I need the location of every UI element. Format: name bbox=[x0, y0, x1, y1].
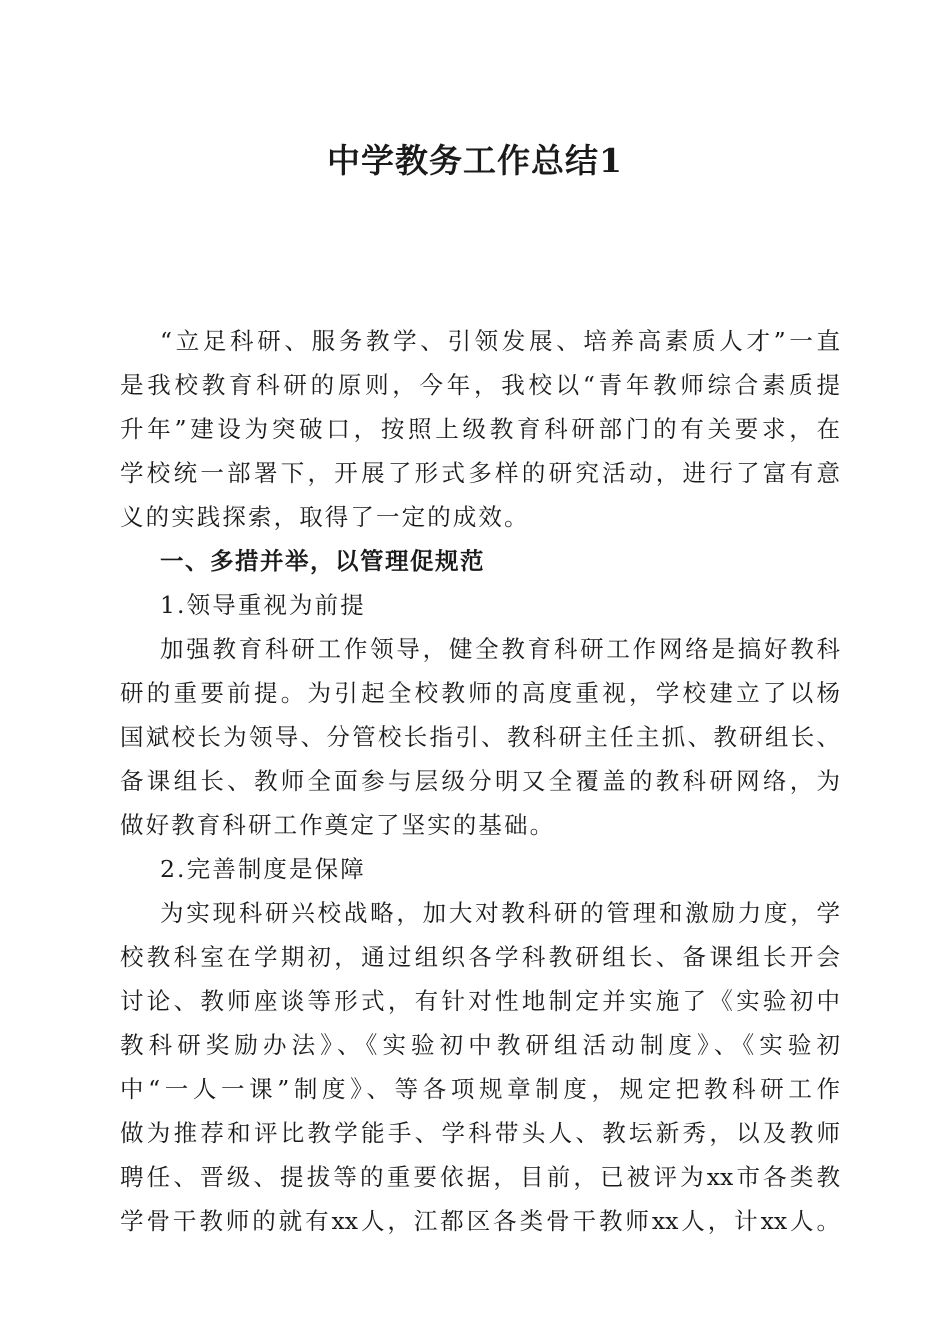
paragraph-3-line-2: 校教科室在学期初，通过组织各学科教研组长、备课组长开会 bbox=[120, 943, 840, 971]
paragraph-3-line-1: 为实现科研兴校战略，加大对教科研的管理和激励力度，学 bbox=[160, 899, 840, 927]
paragraph-3-line-3: 讨论、教师座谈等形式，有针对性地制定并实施了《实验初中 bbox=[120, 987, 840, 1015]
paragraph-2-line-5: 做好教育科研工作奠定了坚实的基础。 bbox=[120, 811, 556, 839]
paragraph-1-line-2: 是我校教育科研的原则，今年，我校以“青年教师综合素质提 bbox=[120, 371, 840, 399]
paragraph-3-line-5: 中“一人一课”制度》、等各项规章制度，规定把教科研工作 bbox=[120, 1075, 840, 1103]
paragraph-3-line-6: 做为推荐和评比教学能手、学科带头人、教坛新秀，以及教师 bbox=[120, 1119, 840, 1147]
subheading-1: 1.领导重视为前提 bbox=[160, 591, 366, 619]
paragraph-1-line-5: 义的实践探索，取得了一定的成效。 bbox=[120, 503, 530, 531]
paragraph-2-line-1: 加强教育科研工作领导，健全教育科研工作网络是搞好教科 bbox=[160, 635, 840, 663]
paragraph-2-line-4: 备课组长、教师全面参与层级分明又全覆盖的教科研网络，为 bbox=[120, 767, 840, 795]
section-heading-1: 一、多措并举，以管理促规范 bbox=[160, 547, 485, 575]
paragraph-3-line-7: 聘任、晋级、提拔等的重要依据，目前，已被评为xx市各类教 bbox=[120, 1163, 840, 1191]
document-title: 中学教务工作总结1 bbox=[327, 141, 623, 180]
paragraph-1-line-4: 学校统一部署下，开展了形式多样的研究活动，进行了富有意 bbox=[120, 459, 840, 487]
paragraph-3-line-8: 学骨干教师的就有xx人，江都区各类骨干教师xx人，计xx人。 bbox=[120, 1207, 840, 1235]
paragraph-2-line-2: 研的重要前提。为引起全校教师的高度重视，学校建立了以杨 bbox=[120, 679, 840, 707]
subheading-2: 2.完善制度是保障 bbox=[160, 855, 366, 883]
paragraph-1-line-1: “立足科研、服务教学、引领发展、培养高素质人才”一直 bbox=[160, 327, 840, 355]
paragraph-1-line-3: 升年”建设为突破口，按照上级教育科研部门的有关要求，在 bbox=[120, 415, 840, 443]
paragraph-3-line-4: 教科研奖励办法》、《实验初中教研组活动制度》、《实验初 bbox=[120, 1031, 840, 1059]
paragraph-2-line-3: 国斌校长为领导、分管校长指引、教科研主任主抓、教研组长、 bbox=[120, 723, 840, 751]
